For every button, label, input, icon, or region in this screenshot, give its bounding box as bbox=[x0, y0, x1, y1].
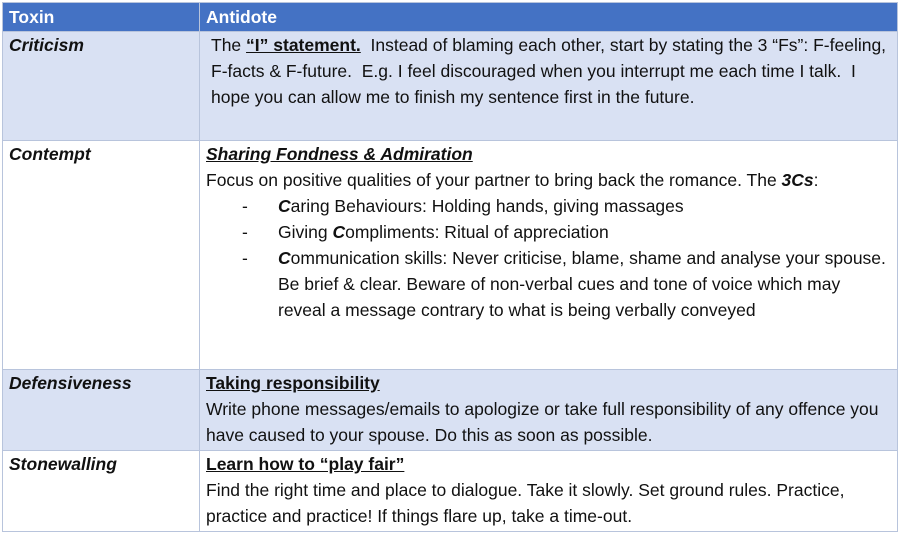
antidote-contempt-title: Sharing Fondness & Admiration bbox=[206, 144, 473, 164]
toxin-stonewalling: Stonewalling bbox=[3, 451, 200, 532]
antidote-defensiveness-body: Write phone messages/emails to apologize or take full responsibility of any offence you have caused to your spouse. Do this as soon as possible. bbox=[206, 399, 879, 445]
toxin-defensiveness: Defensiveness bbox=[3, 370, 200, 451]
bullet-rest: aring Behaviours: Holding hands, giving massages bbox=[290, 196, 684, 216]
toxin-criticism: Criticism bbox=[3, 32, 200, 141]
list-item bbox=[206, 219, 891, 245]
antidote-criticism-intro: The bbox=[211, 35, 247, 55]
row-criticism bbox=[3, 32, 898, 141]
row-contempt bbox=[3, 141, 898, 370]
antidote-criticism bbox=[200, 32, 898, 141]
toxin-antidote-table bbox=[2, 2, 898, 532]
header-toxin: Toxin bbox=[3, 3, 200, 32]
bullet-dash: - bbox=[242, 222, 248, 242]
row-defensiveness bbox=[3, 370, 898, 451]
row-stonewalling bbox=[3, 451, 898, 532]
antidote-stonewalling-body: Find the right time and place to dialogue. Take it slowly. Set ground rules. Practice, practice and practice! If things flare up, take a time-out. bbox=[206, 480, 845, 526]
antidote-stonewalling bbox=[200, 451, 898, 532]
antidote-contempt bbox=[200, 141, 898, 370]
bullet-rest: ommunication skills: Never criticise, blame, shame and analyse your spouse. Be brief & clear. Beware of non-verbal cues and tone of voice which may reveal a message contrary to what is being verbally conveyed bbox=[278, 248, 886, 320]
header-row bbox=[3, 3, 898, 32]
bullet-rest: ompliments: Ritual of appreciation bbox=[345, 222, 609, 242]
bullet-letter: C bbox=[278, 196, 291, 216]
list-item bbox=[206, 245, 891, 323]
bullet-dash: - bbox=[242, 248, 248, 268]
antidote-stonewalling-title: Learn how to “play fair” bbox=[206, 454, 405, 474]
antidote-contempt-3cs: 3Cs bbox=[781, 170, 814, 190]
bullet-letter: C bbox=[332, 222, 346, 242]
antidote-criticism-text bbox=[206, 32, 891, 110]
header-antidote: Antidote bbox=[200, 3, 898, 32]
bullet-dash: - bbox=[242, 196, 248, 216]
bullet-letter: C bbox=[278, 248, 291, 268]
antidote-criticism-body: Instead of blaming each other, start by stating the 3 “Fs”: F-feeling, F-facts & F-future. E.g. I feel discouraged when you interrupt me each time I talk. I hope you can allow me to finish my sentence first in the future. bbox=[211, 35, 891, 107]
contempt-bullet-list bbox=[206, 193, 891, 323]
antidote-criticism-title: “I” statement. bbox=[246, 35, 361, 55]
bullet-prefix: Giving bbox=[278, 222, 333, 242]
antidote-contempt-body-text: Focus on positive qualities of your partner to bring back the romance. The bbox=[206, 170, 782, 190]
antidote-contempt-colon: : bbox=[813, 170, 819, 190]
antidote-contempt-body bbox=[206, 167, 891, 193]
list-item bbox=[206, 193, 891, 219]
toxin-contempt: Contempt bbox=[3, 141, 200, 370]
antidote-defensiveness bbox=[200, 370, 898, 451]
antidote-defensiveness-title: Taking responsibility bbox=[206, 373, 380, 393]
